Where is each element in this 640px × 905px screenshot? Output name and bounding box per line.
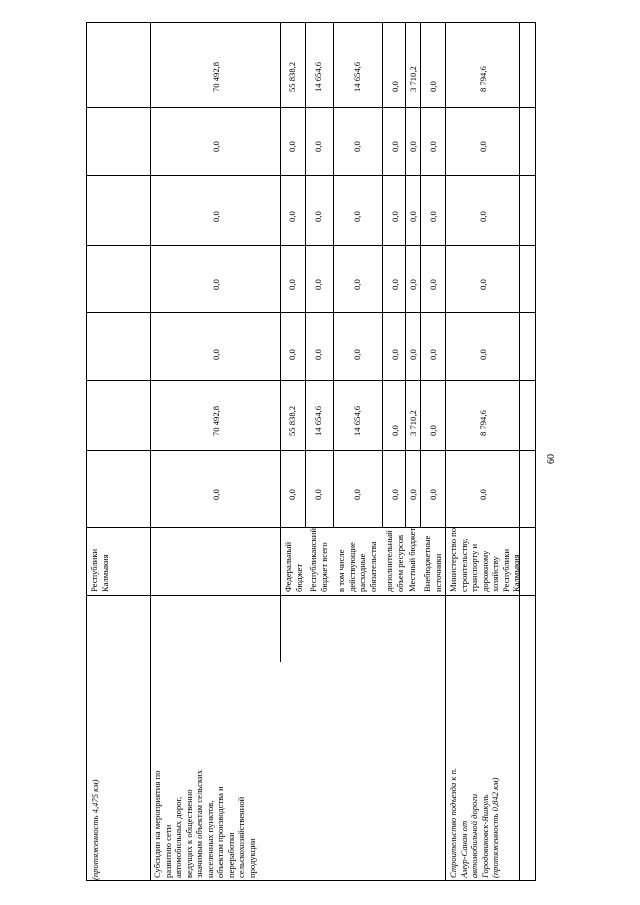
add-value-7: 0,0 [390, 81, 400, 92]
col-border-left [86, 880, 536, 881]
construction-executor: Министерство по строительству, транспорту и дорожному хозяйству Республики Калмыкия [448, 527, 521, 592]
loc-value-4: 0,0 [408, 279, 418, 290]
constr-value-2: 8 794,6 [478, 410, 488, 436]
loc-value-2: 3 710,2 [408, 410, 418, 436]
rep-value-7: 14 654,6 [313, 61, 323, 92]
col-border-4 [86, 245, 536, 246]
rep-value-3: 0,0 [313, 349, 323, 360]
row-border-add-local [405, 22, 406, 527]
col-border-5 [86, 312, 536, 313]
page-number: 60 [546, 454, 557, 464]
federal-value-5: 0,0 [287, 211, 297, 222]
rep-value-5: 0,0 [313, 211, 323, 222]
table-border-bottom [535, 22, 536, 880]
add-value-5: 0,0 [390, 211, 400, 222]
ext-value-3: 0,0 [428, 349, 438, 360]
add-value-6: 0,0 [390, 141, 400, 152]
federal-value-7: 55 838,2 [287, 61, 297, 92]
source-label-local: Местный бюджет [407, 527, 417, 592]
cur-value-3: 0,0 [352, 349, 362, 360]
loc-value-3: 0,0 [408, 349, 418, 360]
loc-value-1: 0,0 [408, 489, 418, 500]
table-border-top [86, 22, 87, 880]
add-value-2: 0,0 [390, 425, 400, 436]
add-value-1: 0,0 [390, 489, 400, 500]
construction-activity-label: Строительство подъезда к п. Амур-Санан от автомобильной дороги Городовиковск-Яшкуль (протяженность 0,842 км) [448, 767, 500, 878]
rep-value-1: 0,0 [313, 489, 323, 500]
col-border-2 [86, 107, 536, 108]
row-border-header [150, 22, 151, 880]
constr-value-6: 0,0 [478, 141, 488, 152]
federal-value-4: 0,0 [287, 279, 297, 290]
constr-value-5: 0,0 [478, 211, 488, 222]
subsidy-activity-label: Субсидии на мероприятия по развитию сети автомобильных дорог, ведущих к общественно значимым объектам сельских населенных пунктов, объектам производства и переработки сельскохозяйственной продукции [152, 769, 257, 878]
sub-value-4: 0,0 [211, 279, 221, 290]
header-executor: Республики Калмыкия [89, 548, 110, 592]
ext-value-7: 0,0 [428, 81, 438, 92]
add-value-3: 0,0 [390, 349, 400, 360]
col-border-source [86, 595, 536, 596]
ext-value-6: 0,0 [428, 141, 438, 152]
source-label-current: в том числе действующие расходные обязательства [336, 541, 378, 592]
federal-value-6: 0,0 [287, 141, 297, 152]
constr-value-4: 0,0 [478, 279, 488, 290]
ext-value-4: 0,0 [428, 279, 438, 290]
constr-value-1: 0,0 [478, 489, 488, 500]
cur-value-2: 14 654,6 [352, 405, 362, 436]
rep-value-2: 14 654,6 [313, 405, 323, 436]
ext-value-1: 0,0 [428, 489, 438, 500]
col-border-right [86, 22, 536, 23]
row-border-federal-rep [305, 22, 306, 527]
add-value-4: 0,0 [390, 279, 400, 290]
row-border-constr-bottom [519, 22, 520, 880]
rep-value-6: 0,0 [313, 141, 323, 152]
loc-value-5: 0,0 [408, 211, 418, 222]
constr-value-7: 8 794,6 [478, 66, 488, 92]
loc-value-7: 3 710,2 [408, 66, 418, 92]
federal-value-1: 0,0 [287, 489, 297, 500]
cur-value-7: 14 654,6 [352, 61, 362, 92]
sub-value-7: 70 492,8 [211, 61, 221, 92]
constr-value-3: 0,0 [478, 349, 488, 360]
row-border-incl-add [382, 22, 383, 527]
cur-value-4: 0,0 [352, 279, 362, 290]
source-label-additional: дополнительный объем ресурсов [384, 530, 405, 592]
source-label-extrabudget: Внебюджетные источники [422, 535, 443, 592]
sub-value-2: 70 492,8 [211, 405, 221, 436]
sub-value-6: 0,0 [211, 141, 221, 152]
col-border-6 [86, 380, 536, 381]
ext-value-2: 0,0 [428, 425, 438, 436]
row-border-local-extra [420, 22, 421, 527]
row-border-sub-federal [280, 22, 281, 662]
rep-value-4: 0,0 [313, 279, 323, 290]
federal-value-2: 55 838,2 [287, 405, 297, 436]
row-border-rep-incl [333, 22, 334, 527]
row-border-extra-constr [445, 22, 446, 880]
cur-value-6: 0,0 [352, 141, 362, 152]
cur-value-1: 0,0 [352, 489, 362, 500]
sub-value-5: 0,0 [211, 211, 221, 222]
sub-value-3: 0,0 [211, 349, 221, 360]
federal-value-3: 0,0 [287, 349, 297, 360]
col-border-7 [86, 450, 536, 451]
ext-value-5: 0,0 [428, 211, 438, 222]
col-border-3 [86, 175, 536, 176]
sub-value-1: 0,0 [211, 489, 221, 500]
header-text: (протяженность 4,475 км) [90, 779, 100, 880]
source-label-republican: Республиканский бюджет всего [308, 528, 329, 592]
loc-value-6: 0,0 [408, 141, 418, 152]
cur-value-5: 0,0 [352, 211, 362, 222]
source-label-federal: Федеральный бюджет [283, 541, 304, 592]
